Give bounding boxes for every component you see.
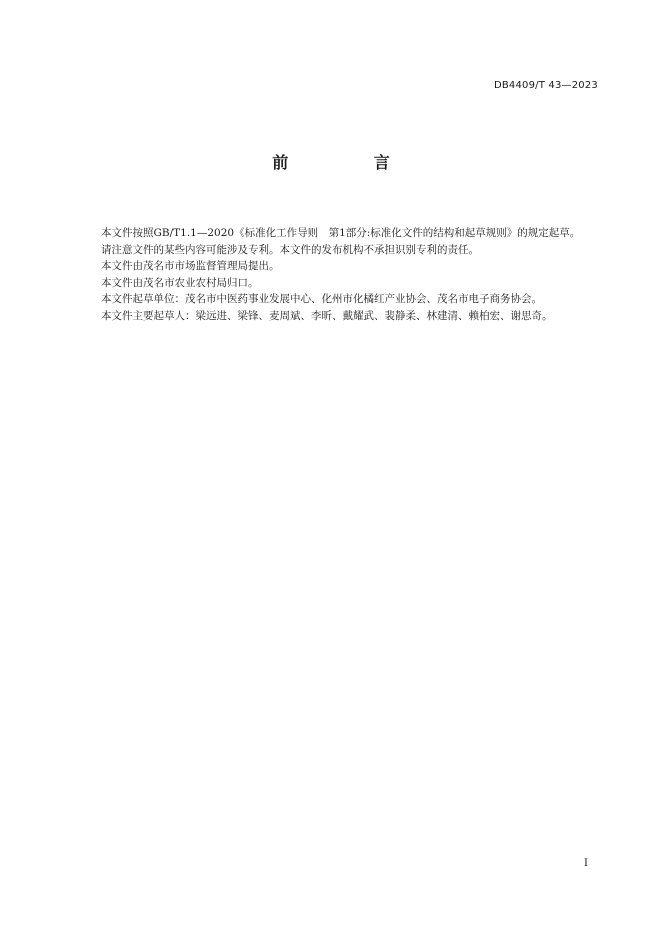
body-text <box>80 225 600 324</box>
page-number: I <box>584 858 588 869</box>
paragraph-patent-notice: 请注意文件的某些内容可能涉及专利。本文件的发布机构不承担识别专利的责任。 <box>101 243 479 256</box>
paragraph-drafting-rules: 本文件按照GB/T1.1—2020《标准化工作导则 第1部分:标准化文件的结构和起草规则》的规定起草。 <box>101 227 581 239</box>
document-number: DB4409/T 43—2023 <box>493 80 598 91</box>
page-title: 前 言 <box>272 153 430 172</box>
paragraph-drafting-units: 本文件起草单位：茂名市中医药事业发展中心、化州市化橘红产业协会、茂名市电子商务协会。 <box>101 293 542 305</box>
paragraph-drafters: 本文件主要起草人：梁远进、梁锋、麦周斌、李昕、戴耀武、裴静柔、林建清、赖柏宏、谢思奇。 <box>101 309 553 322</box>
paragraph-under-jurisdiction: 本文件由茂名市农业农村局归口。 <box>101 276 259 289</box>
paragraph-proposed-by: 本文件由茂名市市场监督管理局提出。 <box>101 260 280 272</box>
